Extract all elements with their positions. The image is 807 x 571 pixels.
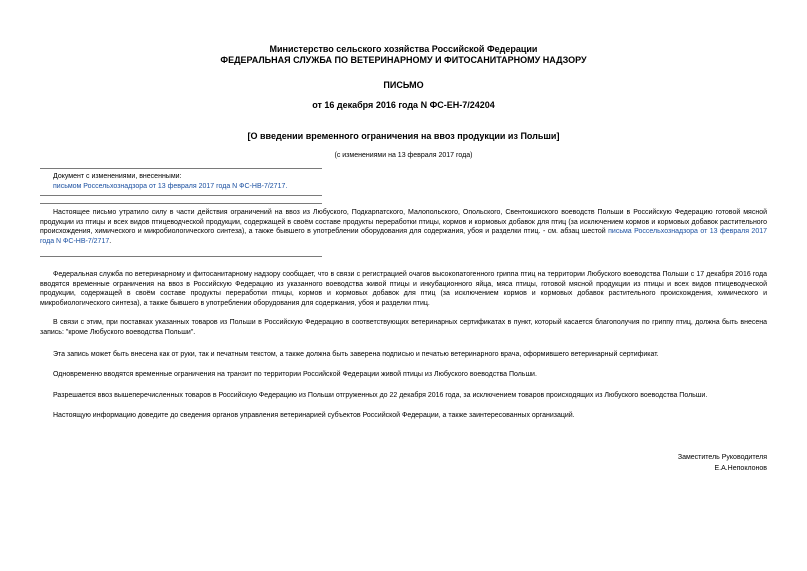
signature-name: Е.А.Непоклонов <box>714 465 767 472</box>
body-paragraph <box>40 411 767 421</box>
lost-force-text: Настоящее письмо утратило силу в части действия ограничений на ввоз из Любуского, Подкарпатского, Малопольского, Опольского, Свентокшиского воеводств Польши в Российскую Федерацию готовой мясной продукции из птицы и всех видов птицеводческой продукции, содержащей в своём составе продукты переработки птицы, кормов и кормовых добавок для птиц (за исключением кормов и кормовых добавок растительного происхождения, химического и микробиологического синтеза), а также бывшего в употреблении оборудования для содержания, убоя и разделки птиц. - см. абзац шестой <box>40 209 767 236</box>
amend-label: Документ с изменениями, внесенными: <box>53 173 182 180</box>
body-paragraph <box>40 370 767 380</box>
body-paragraph <box>40 350 767 360</box>
divider <box>40 256 322 257</box>
changes-note: (с изменениями на 13 февраля 2017 года) <box>334 152 473 159</box>
signature-position: Заместитель Руководителя <box>677 454 767 461</box>
divider <box>40 195 322 196</box>
body-paragraph <box>40 270 767 308</box>
body-paragraph <box>40 318 767 337</box>
lost-force-link[interactable]: письма Россельхознадзора от 13 февраля 2017 года N ФС-НВ-7/2717 <box>40 228 768 245</box>
doc-title: [О введении временного ограничения на ввоз продукции из Польши] <box>247 131 560 141</box>
ministry-name: Министерство сельского хозяйства Российской Федерации <box>269 44 538 54</box>
lost-force-end: . <box>109 237 112 245</box>
divider <box>40 203 322 204</box>
lost-force-paragraph <box>40 208 767 246</box>
paragraph-text: Федеральная служба по ветеринарному и фитосанитарному надзору сообщает, что в связи с регистрацией очагов высокопатогенного гриппа птиц на территории Любуского воеводства Польши с 17 декабря 2016 года вводятся временные ограничения на ввоз в Российскую Федерацию из указанного воеводства живой птицы и инкубационного яйца, мяса птицы, готовой мясной продукции из птицы и всех видов птицеводческой продукции, содержащей в своём составе продукты переработки птицы, кормов и кормовых добавок для птиц (за исключением кормов и кормовых добавок растительного происхождения, химического и микробиологического синтеза), а также бывшего в употреблении оборудования для содержания, убоя и разделки птиц. <box>40 271 767 307</box>
paragraph-text: Настоящую информацию доведите до сведения органов управления ветеринарией субъектов Российской Федерации, а также заинтересованных организаций. <box>53 412 575 419</box>
divider <box>40 168 322 169</box>
paragraph-text: Одновременно вводятся временные ограничения на транзит по территории Российской Федерации живой птицы из Любуского воеводства Польши. <box>53 371 537 378</box>
paragraph-text: В связи с этим, при поставках указанных товаров из Польши в Российскую Федерацию в соответствующих ветеринарных сертификатах в пункт, который касается благополучия по гриппу птиц, должна быть внесена запись: "кроме Любуского воеводства Польши". <box>40 319 767 336</box>
paragraph-text: Разрешается ввоз вышеперечисленных товаров в Российскую Федерацию из Польши отгруженных до 22 декабря 2016 года, за исключением товаров происходящих из Любуского воеводства Польши. <box>53 392 708 399</box>
doc-type: ПИСЬМО <box>383 80 424 90</box>
paragraph-text: Эта запись может быть внесена как от руки, так и печатным текстом, а также должна быть заверена подписью и печатью ветеринарного врача, оформившего ветеринарный сертификат. <box>53 351 659 358</box>
amend-link[interactable]: письмом Россельхознадзора от 13 февраля 2017 года N ФС-НВ-7/2717. <box>53 183 288 190</box>
service-name: ФЕДЕРАЛЬНАЯ СЛУЖБА ПО ВЕТЕРИНАРНОМУ И ФИТОСАНИТАРНОМУ НАДЗОРУ <box>220 55 587 65</box>
doc-number: от 16 декабря 2016 года N ФС-ЕН-7/24204 <box>312 100 495 110</box>
body-paragraph <box>40 391 767 401</box>
